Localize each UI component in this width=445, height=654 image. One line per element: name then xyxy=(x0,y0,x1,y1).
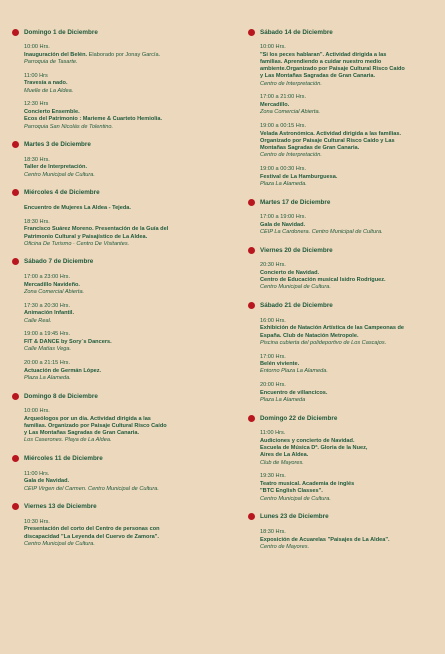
event-time: 17:00 Hrs. xyxy=(260,353,286,360)
event-item xyxy=(260,473,444,502)
day-title: Viernes 13 de Diciembre xyxy=(24,503,97,511)
event-title: familias. Aprendiendo a cuidar nuestro medio xyxy=(260,58,382,65)
event-item xyxy=(24,101,224,130)
event-title-line xyxy=(260,361,444,368)
event-title: Gala de Navidad. xyxy=(24,478,70,485)
day-title: Martes 3 de Diciembre xyxy=(24,141,91,149)
event-title-line xyxy=(260,59,444,66)
day-title: Domingo 1 de Diciembre xyxy=(24,28,98,36)
event-title: Taller de Interpretación. xyxy=(24,164,87,171)
event-place: Los Caserones. Playa de La Aldea. xyxy=(24,437,112,444)
event-time: 17:00 a 19:00 Hrs. xyxy=(260,214,307,221)
event-title: Presentación del corto del Centro de personas con xyxy=(24,526,160,533)
event-item xyxy=(260,529,444,551)
bullet-dot-icon xyxy=(12,189,19,196)
event-time: 18:30 Hrs. xyxy=(24,156,50,163)
event-title: Escuela de Música Dª. Gloria de la Nuez, xyxy=(260,445,368,452)
event-place: Club de Mayores. xyxy=(260,459,304,466)
event-title: Animación Infantil. xyxy=(24,310,75,317)
event-title: Arqueólogos por un día. Actividad dirigida a las xyxy=(24,415,151,422)
event-item xyxy=(24,44,224,66)
day-section xyxy=(12,140,224,179)
event-time: 20:00 a 21:15 Hrs. xyxy=(24,360,71,367)
event-place: Centro Municipal de Cultura. xyxy=(260,495,331,502)
event-time: 11:00 Hrs. xyxy=(24,470,50,477)
event-item xyxy=(24,205,224,212)
event-title: Teatro musical. Academia de inglés xyxy=(260,481,355,488)
event-title: Festival de La Hamburguesa. xyxy=(260,173,338,180)
event-item xyxy=(260,430,444,467)
bullet-dot-icon xyxy=(12,503,19,510)
event-title-line xyxy=(24,430,224,437)
day-header xyxy=(12,140,224,150)
day-header xyxy=(248,27,444,37)
bullet-dot-icon xyxy=(12,29,19,36)
event-item xyxy=(260,123,444,160)
day-header xyxy=(12,454,224,464)
event-place: Entorno Plaza La Alameda. xyxy=(260,368,328,375)
event-place: CEIP Virgen del Carmen. Centro Municipal de Cultura. xyxy=(24,485,159,492)
event-title-line xyxy=(260,452,444,459)
event-item xyxy=(24,157,224,179)
event-time: 10:30 Hrs. xyxy=(24,518,50,525)
event-title: "Si los peces hablaran". Actividad dirigida a las xyxy=(260,51,387,58)
event-title-line xyxy=(24,234,224,241)
event-title-line xyxy=(260,174,444,181)
event-title: España. Club de Natación Metropole. xyxy=(260,332,359,339)
schedule-column-right xyxy=(248,27,444,560)
event-item xyxy=(260,166,444,188)
event-title-line xyxy=(260,222,444,229)
event-title-line xyxy=(260,277,444,284)
event-place: Muelle de La Aldea. xyxy=(24,87,74,94)
event-item xyxy=(260,262,444,291)
event-title-line xyxy=(24,116,224,123)
event-title-line xyxy=(24,164,224,171)
event-time: 17:00 a 21:00 Hrs. xyxy=(260,94,307,101)
event-title-line xyxy=(24,423,224,430)
schedule-column-left xyxy=(12,27,224,557)
day-header xyxy=(12,391,224,401)
event-time: 20:30 Hrs. xyxy=(260,262,286,269)
day-section xyxy=(248,301,444,405)
event-place: Plaza La Alameda. xyxy=(260,181,307,188)
event-place: Centro de Interpretación. xyxy=(260,152,322,159)
event-title: Encuentro de Mujeres La Aldea - Tejeda. xyxy=(24,204,131,211)
event-title: Francisco Suárez Moreno. Presentación de la Guía del xyxy=(24,226,169,233)
event-time: 11:00 Hrs xyxy=(24,72,48,79)
event-time: 10:00 Hrs. xyxy=(260,44,286,50)
event-time: 10:00 Hrs. xyxy=(24,44,50,50)
event-title-line xyxy=(24,339,224,346)
event-place: Centro Municipal de Cultura. xyxy=(24,171,95,178)
event-item xyxy=(24,408,224,445)
day-section xyxy=(12,454,224,493)
event-place: Plaza La Alameda. xyxy=(24,374,71,381)
event-time: 19:00 a 00:15 Hrs. xyxy=(260,123,307,130)
event-title: Patrimonio Cultural y Paisajístico de La Aldea. xyxy=(24,233,148,240)
day-header xyxy=(12,188,224,198)
event-title: FIT & DANCE by Sory´s Dancers. xyxy=(24,339,112,346)
event-place: CEIP La Cardonera. Centro Municipal de Cultura. xyxy=(260,229,383,236)
bullet-dot-icon xyxy=(12,393,19,400)
event-time: 19:30 Hrs. xyxy=(260,473,286,480)
day-title: Viernes 20 de Diciembre xyxy=(260,246,333,254)
bullet-dot-icon xyxy=(12,141,19,148)
day-title: Lunes 23 de Diciembre xyxy=(260,513,329,521)
event-place: Plaza La Alameda xyxy=(260,397,306,404)
event-title-line xyxy=(260,102,444,109)
day-title: Domingo 22 de Diciembre xyxy=(260,414,338,422)
event-title: Velada Astronómica. Actividad dirigida a las familias. xyxy=(260,130,402,137)
event-place: Zona Comercial Abierta. xyxy=(24,288,85,295)
event-title-line xyxy=(260,138,444,145)
event-title-line xyxy=(24,80,224,87)
event-title-line xyxy=(24,310,224,317)
event-item xyxy=(24,73,224,95)
event-title: Travesía a nado. xyxy=(24,80,68,87)
event-title: Montañas Sagradas de Gran Canaria. xyxy=(260,145,360,152)
event-time: 18:30 Hrs. xyxy=(24,218,50,225)
event-title: y Las Montañas Sagradas de Gran Canaria. xyxy=(260,73,376,80)
event-time: 11:00 Hrs. xyxy=(260,430,286,437)
event-place: Centro de Mayores. xyxy=(260,543,310,550)
event-title-line xyxy=(24,526,224,533)
event-item xyxy=(24,303,224,325)
event-title: Concierto de Navidad. xyxy=(260,270,320,277)
event-place: Centro Municipal de Cultura. xyxy=(260,284,331,291)
event-title: discapacidad "La Leyenda del Cuervo de Zamora". xyxy=(24,533,159,540)
event-title-line xyxy=(260,66,444,73)
event-title-line xyxy=(260,270,444,277)
event-title: Actuación de Germán López. xyxy=(24,367,102,374)
event-title: Centro de Educación musical Isidro Rodríguez. xyxy=(260,277,386,284)
day-section xyxy=(12,257,224,382)
bullet-dot-icon xyxy=(248,199,255,206)
day-section xyxy=(12,27,224,131)
event-title: ambiente.Organizado por Paisaje Cultural Risco Caído xyxy=(260,66,405,73)
event-description: Elaborado por Jonay García. xyxy=(87,51,161,58)
day-title: Martes 17 de Diciembre xyxy=(260,198,331,206)
day-title: Miércoles 4 de Diciembre xyxy=(24,189,100,197)
day-header xyxy=(12,257,224,267)
day-section xyxy=(248,245,444,291)
day-title: Sábado 21 de Diciembre xyxy=(260,302,333,310)
event-title: familias. Organizado por Paisaje Cultural Risco Caído xyxy=(24,423,167,430)
day-section xyxy=(248,27,444,188)
event-place: Oficina De Turismo · Centro De Visitantes. xyxy=(24,240,130,247)
event-title-line xyxy=(24,368,224,375)
event-title: Aires de La Aldea. xyxy=(260,452,309,459)
event-title: "BTC English Classes". xyxy=(260,488,323,495)
event-time: 16:00 Hrs. xyxy=(260,317,286,324)
event-time: 19:00 a 19:45 Hrs. xyxy=(24,331,71,338)
event-place: Piscina cubierta del polideportivo de Los Cascajos. xyxy=(260,339,387,346)
event-title-line xyxy=(24,205,224,212)
event-item xyxy=(24,331,224,353)
event-title: Exposición de Acuarelas "Paisajes de La Aldea". xyxy=(260,536,390,543)
event-item xyxy=(260,382,444,404)
event-title: Mercadillo Navideño. xyxy=(24,281,80,288)
bullet-dot-icon xyxy=(12,258,19,265)
event-title: Ecos del Patrimonio : Marieme & Cuarteto Hemiolia. xyxy=(24,116,163,123)
event-item xyxy=(260,214,444,236)
event-title: Concierto Ensemble. xyxy=(24,109,80,116)
event-title: y Las Montañas Sagradas de Gran Canaria. xyxy=(24,430,140,437)
event-title: Encuentro de villancicos. xyxy=(260,389,328,396)
day-header xyxy=(248,197,444,207)
event-title-line xyxy=(24,416,224,423)
event-time: 20:00 Hrs. xyxy=(260,382,286,389)
bullet-dot-icon xyxy=(248,302,255,309)
event-item xyxy=(24,274,224,296)
day-header xyxy=(12,502,224,512)
day-section xyxy=(12,188,224,248)
event-place: Calle Matías Vega. xyxy=(24,346,72,353)
bullet-dot-icon xyxy=(248,415,255,422)
day-section xyxy=(12,391,224,445)
bullet-dot-icon xyxy=(248,513,255,520)
bullet-dot-icon xyxy=(248,247,255,254)
event-item xyxy=(260,354,444,376)
event-title: Mercadillo. xyxy=(260,102,290,109)
event-title-line xyxy=(260,445,444,452)
day-title: Sábado 14 de Diciembre xyxy=(260,28,333,36)
event-item xyxy=(260,318,444,347)
event-place: Zona Comercial Abierta. xyxy=(260,109,321,116)
event-time: 17:30 a 20:30 Hrs. xyxy=(24,302,71,309)
event-item xyxy=(24,360,224,382)
event-title-line xyxy=(260,537,444,544)
event-title-line xyxy=(24,52,224,59)
event-item xyxy=(24,519,224,548)
event-place: Calle Real. xyxy=(24,317,52,324)
day-header xyxy=(248,301,444,311)
event-time: 10:00 Hrs. xyxy=(24,408,50,415)
event-place: Centro Municipal de Cultura. xyxy=(24,540,95,547)
day-header xyxy=(12,27,224,37)
event-title-line xyxy=(24,478,224,485)
event-title: Inauguración del Belén. xyxy=(24,51,88,58)
event-time: 12:30 Hrs xyxy=(24,101,49,108)
day-header xyxy=(248,245,444,255)
event-title-line xyxy=(260,390,444,397)
event-item xyxy=(260,44,444,88)
event-place: Centro de Interpretación. xyxy=(260,80,322,87)
bullet-dot-icon xyxy=(12,455,19,462)
day-title: Sábado 7 de Diciembre xyxy=(24,258,94,266)
event-title-line xyxy=(260,131,444,138)
event-title-line xyxy=(24,226,224,233)
day-header xyxy=(248,413,444,423)
event-item xyxy=(24,219,224,248)
event-title-line xyxy=(24,282,224,289)
day-section xyxy=(248,197,444,236)
day-title: Domingo 8 de Diciembre xyxy=(24,392,98,400)
event-place: Parroquia de Tasarte. xyxy=(24,58,78,65)
event-time: 18:30 Hrs. xyxy=(260,528,286,535)
event-title-line xyxy=(24,109,224,116)
event-time: 17:00 a 23:00 Hrs. xyxy=(24,273,71,280)
event-title-line xyxy=(260,145,444,152)
event-title-line xyxy=(260,333,444,340)
event-item xyxy=(24,471,224,493)
bullet-dot-icon xyxy=(248,29,255,36)
event-title: Organizado por Paisaje Cultural Risco Caído y Las xyxy=(260,137,395,144)
day-title: Miércoles 11 de Diciembre xyxy=(24,455,103,463)
event-title-line xyxy=(24,534,224,541)
event-title-line xyxy=(260,52,444,59)
event-place: Parroquia San Nicolás de Tolentino. xyxy=(24,123,114,130)
event-title: Gala de Navidad. xyxy=(260,221,306,228)
event-title: Belén viviente. xyxy=(260,361,300,368)
event-title: Audiciones y concierto de Navidad. xyxy=(260,438,355,445)
day-section xyxy=(248,512,444,551)
event-title-line xyxy=(260,488,444,495)
event-title: Exhibición de Natación Artística de las Campeonas de xyxy=(260,325,405,332)
day-section xyxy=(248,413,444,502)
event-item xyxy=(260,94,444,116)
day-section xyxy=(12,502,224,548)
day-header xyxy=(248,512,444,522)
event-title-line xyxy=(260,325,444,332)
event-time: 19:00 a 00:30 Hrs. xyxy=(260,166,307,173)
event-title-line xyxy=(260,481,444,488)
event-title-line xyxy=(260,73,444,80)
